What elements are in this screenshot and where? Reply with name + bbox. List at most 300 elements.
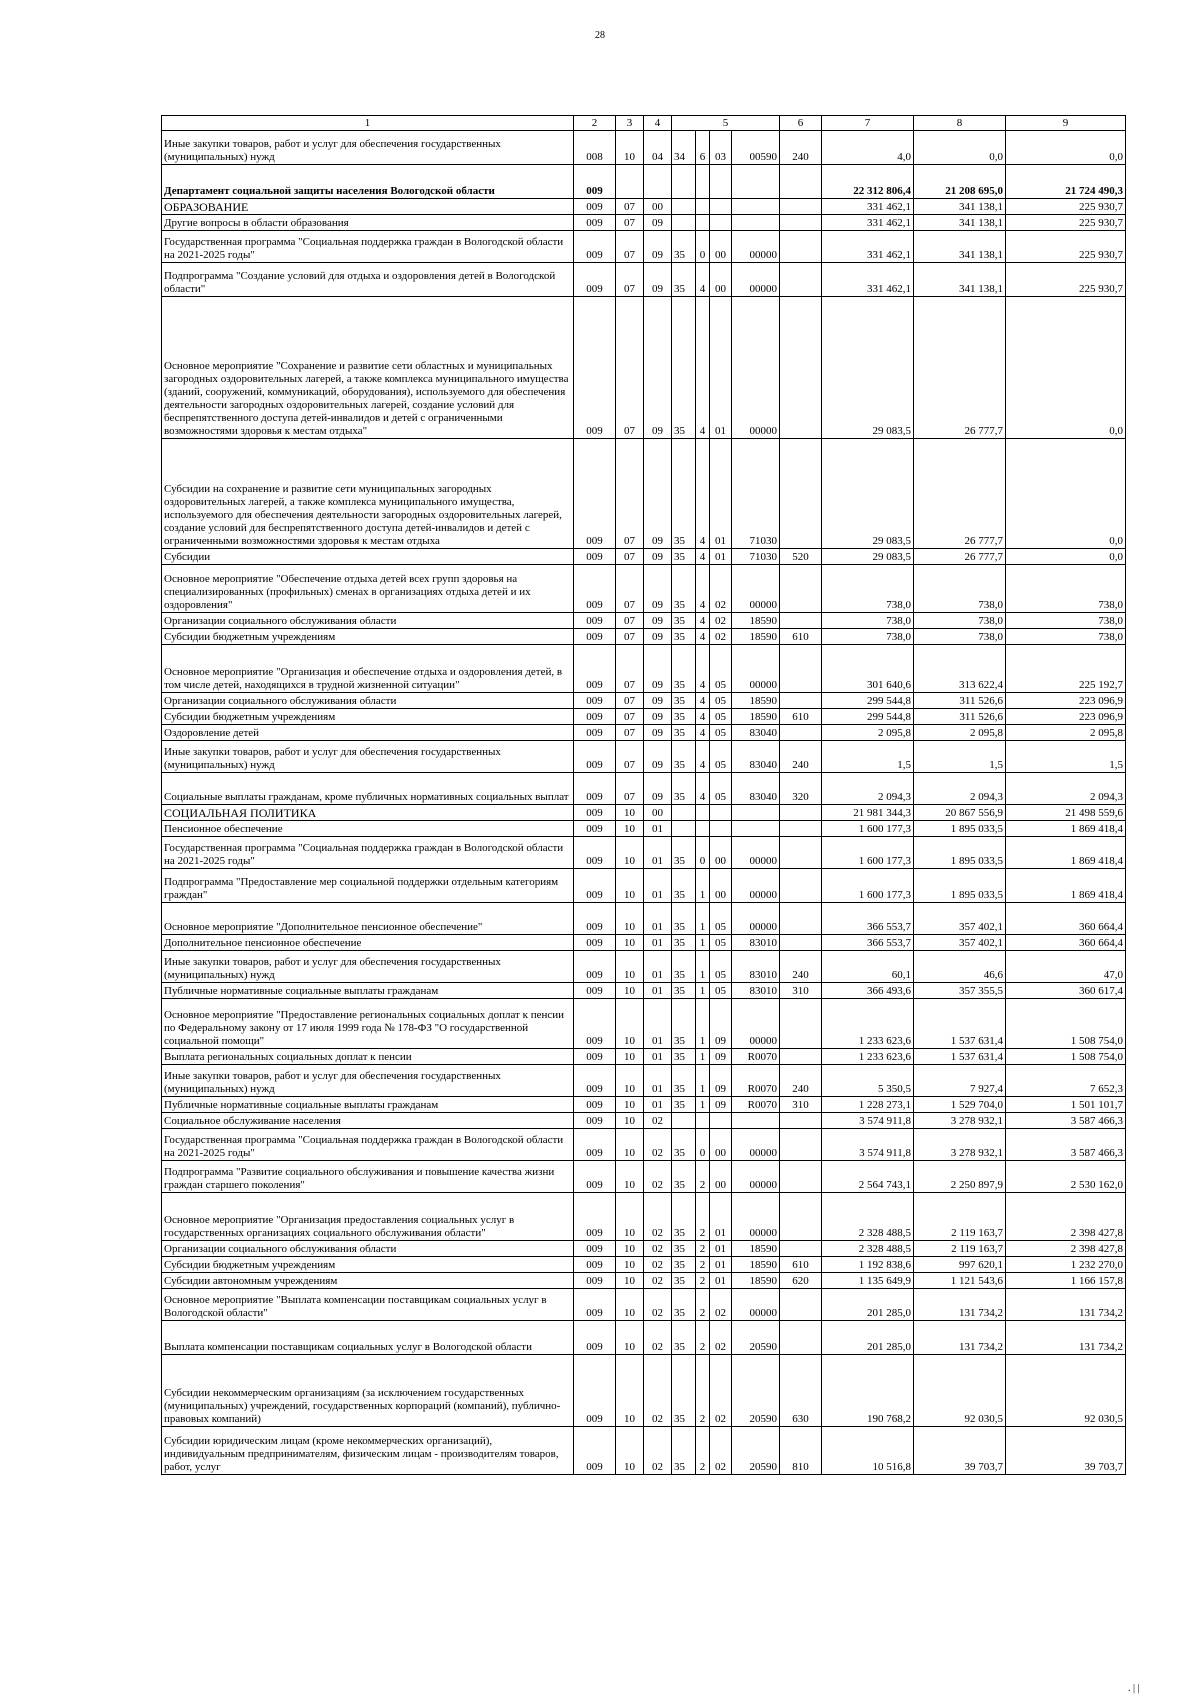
row-activity-code: 05 bbox=[710, 693, 732, 709]
header-col-1: 1 bbox=[162, 116, 574, 131]
row-amount-year-3: 3 587 466,3 bbox=[1006, 1129, 1126, 1161]
row-name: Субсидии бюджетным учреждениям bbox=[162, 709, 574, 725]
row-amount-year-2: 3 278 932,1 bbox=[914, 1129, 1006, 1161]
row-admin-code: 009 bbox=[574, 565, 616, 613]
row-section-code: 10 bbox=[616, 805, 644, 821]
row-amount-year-1: 1 600 177,3 bbox=[822, 837, 914, 869]
header-col-8: 8 bbox=[914, 116, 1006, 131]
row-section-code: 10 bbox=[616, 1355, 644, 1427]
row-amount-year-2: 2 119 163,7 bbox=[914, 1193, 1006, 1241]
row-expense-type bbox=[780, 1129, 822, 1161]
row-admin-code: 009 bbox=[574, 903, 616, 935]
row-program-code: 35 bbox=[672, 951, 696, 983]
row-activity-code: 01 bbox=[710, 1257, 732, 1273]
row-expense-type bbox=[780, 903, 822, 935]
row-amount-year-3: 21 724 490,3 bbox=[1006, 165, 1126, 199]
row-admin-code: 009 bbox=[574, 1257, 616, 1273]
row-section-code: 07 bbox=[616, 565, 644, 613]
row-admin-code: 009 bbox=[574, 1049, 616, 1065]
row-subprogram-code: 1 bbox=[696, 1049, 710, 1065]
row-expense-type: 310 bbox=[780, 983, 822, 999]
row-admin-code: 009 bbox=[574, 837, 616, 869]
row-name: Основное мероприятие "Сохранение и развитие сети областных и муниципальных загородных оздоровительных лагерей, а также комплекса муниципального имущества (зданий, сооружений, коммуникаций, оборудования), используемого для обеспечения деятельности загородных оздоровительных лагерей, создание условий для беспрепятственного доступа детей-инвалидов и детей с ограниченными возможностями здоровья к местам отдыха" bbox=[162, 297, 574, 439]
row-subprogram-code: 1 bbox=[696, 951, 710, 983]
table-row bbox=[162, 439, 1126, 549]
row-subsection-code: 04 bbox=[644, 131, 672, 165]
row-name: Подпрограмма "Создание условий для отдыха и оздоровления детей в Вологодской области" bbox=[162, 263, 574, 297]
row-expense-type bbox=[780, 565, 822, 613]
row-amount-year-2: 39 703,7 bbox=[914, 1427, 1006, 1475]
row-subsection-code: 09 bbox=[644, 709, 672, 725]
row-amount-year-1: 29 083,5 bbox=[822, 439, 914, 549]
table-row bbox=[162, 1289, 1126, 1321]
row-subprogram-code: 2 bbox=[696, 1257, 710, 1273]
row-activity-code: 02 bbox=[710, 1355, 732, 1427]
row-subsection-code: 01 bbox=[644, 1097, 672, 1113]
table-row bbox=[162, 549, 1126, 565]
row-program-code: 35 bbox=[672, 1193, 696, 1241]
row-amount-year-2: 26 777,7 bbox=[914, 439, 1006, 549]
table-row bbox=[162, 725, 1126, 741]
row-activity-code: 01 bbox=[710, 1241, 732, 1257]
row-amount-year-1: 301 640,6 bbox=[822, 645, 914, 693]
row-subprogram-code: 4 bbox=[696, 549, 710, 565]
row-activity-code: 02 bbox=[710, 565, 732, 613]
row-amount-year-1: 1 233 623,6 bbox=[822, 1049, 914, 1065]
row-amount-year-1: 331 462,1 bbox=[822, 199, 914, 215]
row-section-code: 07 bbox=[616, 297, 644, 439]
row-amount-year-1: 3 574 911,8 bbox=[822, 1113, 914, 1129]
row-amount-year-2: 1 895 033,5 bbox=[914, 837, 1006, 869]
row-subsection-code: 02 bbox=[644, 1113, 672, 1129]
row-program-code: 35 bbox=[672, 869, 696, 903]
row-direction-code: 00000 bbox=[732, 1289, 780, 1321]
table-row bbox=[162, 629, 1126, 645]
row-amount-year-3: 92 030,5 bbox=[1006, 1355, 1126, 1427]
row-amount-year-1: 2 328 488,5 bbox=[822, 1193, 914, 1241]
row-amount-year-3: 360 664,4 bbox=[1006, 903, 1126, 935]
row-amount-year-2: 1 895 033,5 bbox=[914, 869, 1006, 903]
row-subsection-code: 01 bbox=[644, 935, 672, 951]
header-col-9: 9 bbox=[1006, 116, 1126, 131]
row-amount-year-3: 360 664,4 bbox=[1006, 935, 1126, 951]
row-admin-code: 009 bbox=[574, 725, 616, 741]
row-amount-year-1: 2 328 488,5 bbox=[822, 1241, 914, 1257]
row-subprogram-code: 4 bbox=[696, 741, 710, 773]
row-direction-code: 20590 bbox=[732, 1355, 780, 1427]
row-amount-year-1: 21 981 344,3 bbox=[822, 805, 914, 821]
table-row bbox=[162, 1049, 1126, 1065]
row-amount-year-1: 201 285,0 bbox=[822, 1289, 914, 1321]
table-row bbox=[162, 1065, 1126, 1097]
row-direction-code: 00590 bbox=[732, 131, 780, 165]
row-name: Дополнительное пенсионное обеспечение bbox=[162, 935, 574, 951]
row-program-code: 35 bbox=[672, 1273, 696, 1289]
header-col-2: 2 bbox=[574, 116, 616, 131]
row-expense-type: 810 bbox=[780, 1427, 822, 1475]
row-subprogram-code: 1 bbox=[696, 935, 710, 951]
row-activity-code: 00 bbox=[710, 869, 732, 903]
row-expense-type bbox=[780, 821, 822, 837]
row-program-code bbox=[672, 165, 696, 199]
table-row bbox=[162, 1097, 1126, 1113]
row-subprogram-code: 4 bbox=[696, 439, 710, 549]
row-amount-year-3: 2 094,3 bbox=[1006, 773, 1126, 805]
row-direction-code bbox=[732, 805, 780, 821]
row-subsection-code: 02 bbox=[644, 1257, 672, 1273]
row-subsection-code: 09 bbox=[644, 645, 672, 693]
row-section-code: 10 bbox=[616, 131, 644, 165]
table-row bbox=[162, 1427, 1126, 1475]
row-direction-code: R0070 bbox=[732, 1097, 780, 1113]
row-amount-year-2: 1 537 631,4 bbox=[914, 1049, 1006, 1065]
row-admin-code: 009 bbox=[574, 263, 616, 297]
row-subsection-code: 09 bbox=[644, 773, 672, 805]
row-amount-year-3: 131 734,2 bbox=[1006, 1289, 1126, 1321]
row-name: Основное мероприятие "Организация и обеспечение отдыха и оздоровления детей, в том числе детей, находящихся в трудной жизненной ситуации" bbox=[162, 645, 574, 693]
header-col-5: 5 bbox=[672, 116, 780, 131]
row-name: Иные закупки товаров, работ и услуг для обеспечения государственных (муниципальных) нужд bbox=[162, 1065, 574, 1097]
row-subprogram-code: 1 bbox=[696, 983, 710, 999]
row-admin-code: 009 bbox=[574, 951, 616, 983]
row-name: Основное мероприятие "Предоставление региональных социальных доплат к пенсии по Федеральному закону от 17 июля 1999 года № 178-ФЗ "О государственной социальной помощи" bbox=[162, 999, 574, 1049]
row-section-code: 07 bbox=[616, 613, 644, 629]
row-section-code: 10 bbox=[616, 1065, 644, 1097]
row-subprogram-code: 1 bbox=[696, 1097, 710, 1113]
row-admin-code: 009 bbox=[574, 821, 616, 837]
row-section-code: 07 bbox=[616, 629, 644, 645]
row-expense-type: 240 bbox=[780, 131, 822, 165]
row-amount-year-1: 366 553,7 bbox=[822, 935, 914, 951]
table-row bbox=[162, 1193, 1126, 1241]
row-name: Основное мероприятие "Обеспечение отдыха детей всех групп здоровья на специализированных (профильных) сменах в организациях отдыха детей и их оздоровления" bbox=[162, 565, 574, 613]
row-amount-year-2: 1,5 bbox=[914, 741, 1006, 773]
row-program-code: 35 bbox=[672, 565, 696, 613]
row-subprogram-code: 6 bbox=[696, 131, 710, 165]
row-program-code bbox=[672, 1113, 696, 1129]
row-direction-code: 00000 bbox=[732, 297, 780, 439]
row-section-code: 10 bbox=[616, 903, 644, 935]
row-amount-year-2: 357 402,1 bbox=[914, 935, 1006, 951]
row-admin-code: 008 bbox=[574, 131, 616, 165]
row-subsection-code: 01 bbox=[644, 983, 672, 999]
row-name: Организации социального обслуживания области bbox=[162, 1241, 574, 1257]
row-section-code: 07 bbox=[616, 645, 644, 693]
row-subprogram-code: 4 bbox=[696, 565, 710, 613]
row-direction-code bbox=[732, 821, 780, 837]
row-amount-year-3: 0,0 bbox=[1006, 297, 1126, 439]
row-amount-year-2: 20 867 556,9 bbox=[914, 805, 1006, 821]
row-amount-year-1: 10 516,8 bbox=[822, 1427, 914, 1475]
row-program-code: 35 bbox=[672, 1321, 696, 1355]
row-amount-year-1: 299 544,8 bbox=[822, 693, 914, 709]
row-name: Департамент социальной защиты населения Вологодской области bbox=[162, 165, 574, 199]
row-activity-code: 05 bbox=[710, 725, 732, 741]
row-amount-year-2: 21 208 695,0 bbox=[914, 165, 1006, 199]
table-row bbox=[162, 951, 1126, 983]
row-program-code: 35 bbox=[672, 645, 696, 693]
table-row bbox=[162, 869, 1126, 903]
row-subsection-code: 02 bbox=[644, 1427, 672, 1475]
row-amount-year-2: 2 250 897,9 bbox=[914, 1161, 1006, 1193]
row-subsection-code: 09 bbox=[644, 693, 672, 709]
row-expense-type bbox=[780, 439, 822, 549]
row-amount-year-1: 738,0 bbox=[822, 565, 914, 613]
row-subprogram-code: 0 bbox=[696, 837, 710, 869]
row-direction-code: 83040 bbox=[732, 741, 780, 773]
row-activity-code: 01 bbox=[710, 549, 732, 565]
row-section-code: 10 bbox=[616, 837, 644, 869]
row-direction-code: 18590 bbox=[732, 1241, 780, 1257]
row-section-code: 10 bbox=[616, 1129, 644, 1161]
row-direction-code: R0070 bbox=[732, 1049, 780, 1065]
row-program-code: 35 bbox=[672, 1355, 696, 1427]
row-admin-code: 009 bbox=[574, 1321, 616, 1355]
row-section-code: 07 bbox=[616, 215, 644, 231]
row-expense-type bbox=[780, 725, 822, 741]
row-direction-code: 83040 bbox=[732, 773, 780, 805]
row-subsection-code: 09 bbox=[644, 297, 672, 439]
table-row bbox=[162, 1273, 1126, 1289]
row-subsection-code: 01 bbox=[644, 837, 672, 869]
row-program-code: 35 bbox=[672, 629, 696, 645]
row-expense-type bbox=[780, 231, 822, 263]
header-row bbox=[162, 116, 1126, 131]
row-subsection-code: 02 bbox=[644, 1193, 672, 1241]
row-expense-type bbox=[780, 935, 822, 951]
row-expense-type bbox=[780, 297, 822, 439]
row-amount-year-2: 738,0 bbox=[914, 565, 1006, 613]
row-amount-year-1: 738,0 bbox=[822, 613, 914, 629]
row-program-code: 35 bbox=[672, 1241, 696, 1257]
row-name: Выплата компенсации поставщикам социальных услуг в Вологодской области bbox=[162, 1321, 574, 1355]
table-row bbox=[162, 1355, 1126, 1427]
row-subsection-code: 09 bbox=[644, 725, 672, 741]
row-program-code: 35 bbox=[672, 297, 696, 439]
row-subsection-code: 00 bbox=[644, 805, 672, 821]
row-name: Субсидии на сохранение и развитие сети муниципальных загородных оздоровительных лагерей, а также комплекса муниципального имущества, используемого для обеспечения деятельности загородных оздоровительных лагерей, создание условий для беспрепятственного доступа детей-инвалидов и детей с ограниченными возможностями здоровья к местам отдыха bbox=[162, 439, 574, 549]
table-row bbox=[162, 263, 1126, 297]
row-subprogram-code: 1 bbox=[696, 1065, 710, 1097]
table-row bbox=[162, 935, 1126, 951]
row-subprogram-code: 2 bbox=[696, 1193, 710, 1241]
row-expense-type: 310 bbox=[780, 1097, 822, 1113]
row-section-code: 10 bbox=[616, 1049, 644, 1065]
row-program-code: 35 bbox=[672, 693, 696, 709]
row-amount-year-2: 357 355,5 bbox=[914, 983, 1006, 999]
table-row bbox=[162, 773, 1126, 805]
row-activity-code: 09 bbox=[710, 1049, 732, 1065]
row-amount-year-1: 3 574 911,8 bbox=[822, 1129, 914, 1161]
row-expense-type: 610 bbox=[780, 629, 822, 645]
row-program-code: 35 bbox=[672, 231, 696, 263]
row-amount-year-3: 0,0 bbox=[1006, 131, 1126, 165]
row-activity-code: 05 bbox=[710, 773, 732, 805]
row-activity-code: 05 bbox=[710, 709, 732, 725]
row-name: Социальные выплаты гражданам, кроме публичных нормативных социальных выплат bbox=[162, 773, 574, 805]
row-subsection-code: 01 bbox=[644, 821, 672, 837]
row-activity-code: 05 bbox=[710, 951, 732, 983]
row-program-code: 35 bbox=[672, 1289, 696, 1321]
row-amount-year-2: 1 537 631,4 bbox=[914, 999, 1006, 1049]
row-expense-type bbox=[780, 805, 822, 821]
row-direction-code: 83040 bbox=[732, 725, 780, 741]
row-section-code: 07 bbox=[616, 741, 644, 773]
row-subprogram-code: 2 bbox=[696, 1161, 710, 1193]
row-section-code: 10 bbox=[616, 951, 644, 983]
row-program-code: 35 bbox=[672, 1129, 696, 1161]
row-section-code: 10 bbox=[616, 1097, 644, 1113]
row-amount-year-3: 131 734,2 bbox=[1006, 1321, 1126, 1355]
row-amount-year-2: 357 402,1 bbox=[914, 903, 1006, 935]
row-amount-year-2: 3 278 932,1 bbox=[914, 1113, 1006, 1129]
row-amount-year-1: 1 135 649,9 bbox=[822, 1273, 914, 1289]
table-row bbox=[162, 165, 1126, 199]
row-admin-code: 009 bbox=[574, 549, 616, 565]
table-body bbox=[162, 131, 1126, 1475]
row-subsection-code: 02 bbox=[644, 1321, 672, 1355]
row-subprogram-code: 4 bbox=[696, 773, 710, 805]
row-expense-type bbox=[780, 1161, 822, 1193]
row-amount-year-1: 299 544,8 bbox=[822, 709, 914, 725]
row-subprogram-code: 2 bbox=[696, 1427, 710, 1475]
row-amount-year-2: 341 138,1 bbox=[914, 199, 1006, 215]
row-amount-year-3: 0,0 bbox=[1006, 439, 1126, 549]
row-section-code: 07 bbox=[616, 693, 644, 709]
row-subsection-code: 09 bbox=[644, 263, 672, 297]
row-amount-year-2: 2 119 163,7 bbox=[914, 1241, 1006, 1257]
row-amount-year-2: 1 529 704,0 bbox=[914, 1097, 1006, 1113]
row-activity-code: 02 bbox=[710, 1427, 732, 1475]
row-admin-code: 009 bbox=[574, 1193, 616, 1241]
row-amount-year-3: 1 166 157,8 bbox=[1006, 1273, 1126, 1289]
row-admin-code: 009 bbox=[574, 741, 616, 773]
row-expense-type bbox=[780, 837, 822, 869]
row-amount-year-3: 1 232 270,0 bbox=[1006, 1257, 1126, 1273]
row-subsection-code: 09 bbox=[644, 629, 672, 645]
row-subsection-code: 09 bbox=[644, 565, 672, 613]
row-program-code: 35 bbox=[672, 741, 696, 773]
row-admin-code: 009 bbox=[574, 709, 616, 725]
row-expense-type: 240 bbox=[780, 1065, 822, 1097]
row-activity-code: 09 bbox=[710, 999, 732, 1049]
row-subsection-code bbox=[644, 165, 672, 199]
row-expense-type: 240 bbox=[780, 951, 822, 983]
row-program-code: 35 bbox=[672, 549, 696, 565]
row-direction-code: 00000 bbox=[732, 645, 780, 693]
table-row bbox=[162, 645, 1126, 693]
row-subprogram-code bbox=[696, 1113, 710, 1129]
row-amount-year-3: 2 095,8 bbox=[1006, 725, 1126, 741]
row-amount-year-2: 2 094,3 bbox=[914, 773, 1006, 805]
row-direction-code bbox=[732, 215, 780, 231]
row-name: Основное мероприятие "Выплата компенсации поставщикам социальных услуг в Вологодской области" bbox=[162, 1289, 574, 1321]
row-section-code: 07 bbox=[616, 263, 644, 297]
row-amount-year-1: 1 600 177,3 bbox=[822, 821, 914, 837]
row-name: Иные закупки товаров, работ и услуг для обеспечения государственных (муниципальных) нужд bbox=[162, 131, 574, 165]
row-amount-year-3: 0,0 bbox=[1006, 549, 1126, 565]
row-amount-year-1: 201 285,0 bbox=[822, 1321, 914, 1355]
row-direction-code: 71030 bbox=[732, 549, 780, 565]
row-activity-code: 05 bbox=[710, 935, 732, 951]
table-row bbox=[162, 199, 1126, 215]
row-direction-code: 18590 bbox=[732, 1273, 780, 1289]
row-program-code: 35 bbox=[672, 1161, 696, 1193]
row-amount-year-1: 331 462,1 bbox=[822, 263, 914, 297]
row-name: Подпрограмма "Предоставление мер социальной поддержки отдельным категориям граждан" bbox=[162, 869, 574, 903]
row-section-code: 10 bbox=[616, 1161, 644, 1193]
row-direction-code: 00000 bbox=[732, 231, 780, 263]
row-amount-year-2: 341 138,1 bbox=[914, 231, 1006, 263]
row-direction-code: 00000 bbox=[732, 565, 780, 613]
row-admin-code: 009 bbox=[574, 1129, 616, 1161]
row-expense-type bbox=[780, 199, 822, 215]
row-subprogram-code bbox=[696, 215, 710, 231]
row-section-code: 10 bbox=[616, 1321, 644, 1355]
row-subprogram-code: 4 bbox=[696, 263, 710, 297]
row-amount-year-3: 360 617,4 bbox=[1006, 983, 1126, 999]
table-row bbox=[162, 613, 1126, 629]
table-row bbox=[162, 903, 1126, 935]
row-admin-code: 009 bbox=[574, 297, 616, 439]
row-name: Государственная программа "Социальная поддержка граждан в Вологодской области на 2021-2025 годы" bbox=[162, 837, 574, 869]
row-amount-year-2: 131 734,2 bbox=[914, 1321, 1006, 1355]
row-amount-year-2: 46,6 bbox=[914, 951, 1006, 983]
row-section-code: 10 bbox=[616, 821, 644, 837]
row-activity-code: 00 bbox=[710, 263, 732, 297]
row-name: Подпрограмма "Развитие социального обслуживания и повышение качества жизни граждан старшего поколения" bbox=[162, 1161, 574, 1193]
row-subsection-code: 01 bbox=[644, 999, 672, 1049]
row-activity-code: 00 bbox=[710, 837, 732, 869]
row-subsection-code: 00 bbox=[644, 199, 672, 215]
row-admin-code: 009 bbox=[574, 1355, 616, 1427]
table-row bbox=[162, 1129, 1126, 1161]
row-program-code: 35 bbox=[672, 983, 696, 999]
row-program-code: 34 bbox=[672, 131, 696, 165]
row-program-code bbox=[672, 805, 696, 821]
row-amount-year-1: 1,5 bbox=[822, 741, 914, 773]
row-expense-type: 630 bbox=[780, 1355, 822, 1427]
row-subsection-code: 01 bbox=[644, 869, 672, 903]
row-activity-code bbox=[710, 805, 732, 821]
row-expense-type bbox=[780, 999, 822, 1049]
row-amount-year-1: 29 083,5 bbox=[822, 297, 914, 439]
row-activity-code: 05 bbox=[710, 903, 732, 935]
row-direction-code: 20590 bbox=[732, 1427, 780, 1475]
row-expense-type bbox=[780, 613, 822, 629]
row-expense-type bbox=[780, 1289, 822, 1321]
row-expense-type bbox=[780, 263, 822, 297]
row-subprogram-code: 4 bbox=[696, 629, 710, 645]
header-col-3: 3 bbox=[616, 116, 644, 131]
row-program-code: 35 bbox=[672, 773, 696, 805]
row-activity-code bbox=[710, 215, 732, 231]
row-subprogram-code bbox=[696, 199, 710, 215]
row-subsection-code: 09 bbox=[644, 741, 672, 773]
row-activity-code: 09 bbox=[710, 1065, 732, 1097]
row-name: Субсидии некоммерческим организациям (за исключением государственных (муниципальных) учреждений, государственных корпораций (компаний), публично-правовых компаний) bbox=[162, 1355, 574, 1427]
row-amount-year-2: 311 526,6 bbox=[914, 693, 1006, 709]
row-admin-code: 009 bbox=[574, 983, 616, 999]
row-admin-code: 009 bbox=[574, 165, 616, 199]
row-admin-code: 009 bbox=[574, 231, 616, 263]
row-direction-code bbox=[732, 1113, 780, 1129]
row-admin-code: 009 bbox=[574, 773, 616, 805]
row-direction-code: 18590 bbox=[732, 709, 780, 725]
row-amount-year-1: 60,1 bbox=[822, 951, 914, 983]
row-amount-year-2: 313 622,4 bbox=[914, 645, 1006, 693]
row-program-code bbox=[672, 215, 696, 231]
